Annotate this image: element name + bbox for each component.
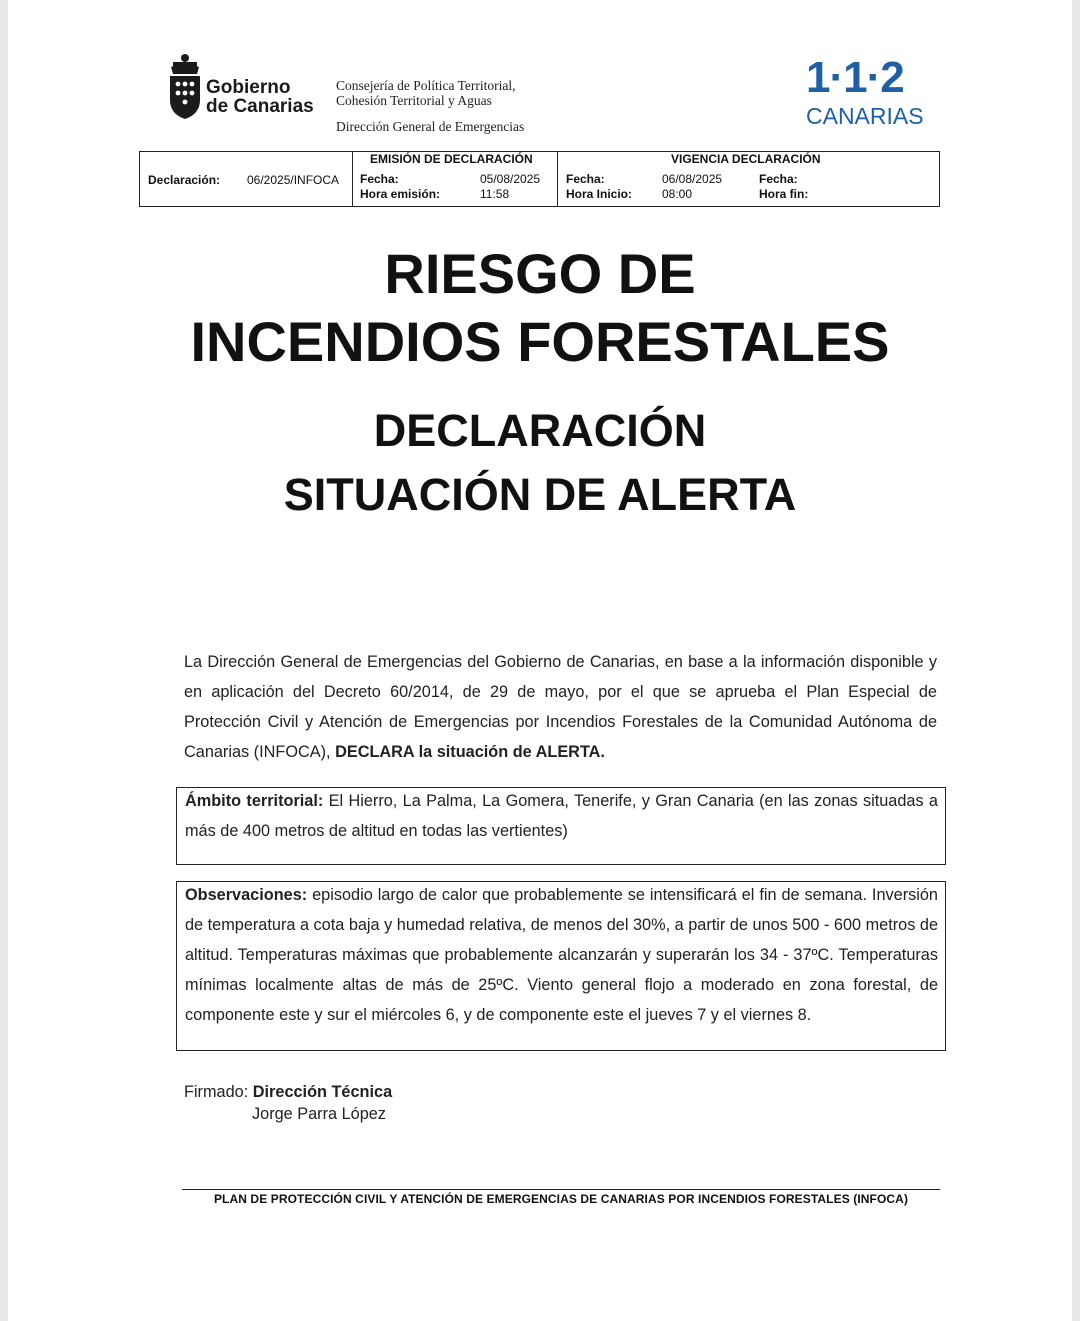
title-line1: RIESGO DE — [384, 242, 696, 305]
consejeria-name — [336, 78, 516, 108]
emision-hora-label: Hora emisión: — [360, 187, 441, 201]
intro-paragraph — [184, 647, 937, 767]
subtitle-line1: DECLARACIÓN — [373, 405, 707, 456]
firmado-label: Firmado: — [184, 1083, 253, 1101]
logo-112-canarias — [806, 53, 924, 129]
observaciones-paragraph — [185, 880, 938, 1030]
declaracion-value: 06/2025/INFOCA — [247, 173, 340, 187]
vigencia-hora-fin-label: Hora fin: — [759, 187, 809, 201]
vigencia-fecha-fin-label: Fecha: — [759, 172, 798, 186]
emision-title: EMISIÓN DE DECLARACIÓN — [370, 152, 533, 166]
footer-divider — [182, 1189, 940, 1190]
emision-fecha-label: Fecha: — [360, 172, 399, 186]
observaciones-label: Observaciones: — [185, 886, 308, 904]
vigencia-fecha-value: 06/08/2025 — [662, 172, 723, 186]
observaciones-box — [176, 881, 946, 1051]
gobierno-canarias-logo-text — [206, 78, 314, 116]
intro-text: La Dirección General de Emergencias del Gobierno de Canarias, en base a la información disponible y en aplicación del Decreto 60/2014, de 29 de mayo, por el que se aprueba el Plan Especial de Protección Civil y Atención de Emergencias por Incendios Forestales de la Comunidad Autónoma de Canarias (INFOCA), — [184, 653, 937, 761]
declaration-header-table — [139, 151, 940, 207]
direccion-general-header: Dirección General de Emergencias — [336, 119, 525, 134]
intro-declara-bold: DECLARA la situación de ALERTA. — [335, 743, 605, 761]
table-divider — [557, 152, 558, 206]
emision-hora-value: 11:58 — [480, 187, 510, 201]
declaracion-label: Declaración: — [148, 173, 221, 187]
signature-block — [184, 1081, 393, 1123]
gobierno-line2: de Canarias — [206, 96, 314, 117]
ambito-paragraph — [185, 786, 938, 846]
observaciones-text: episodio largo de calor que probablemente se intensificará el fin de semana. Inversión de temperatura a cota baja y humedad relativa, de menos del 30%, a partir de unos 500 - 600 metros de altitud. Temperaturas máximas que probablemente alcanzarán y superarán los 34 - 37ºC. Temperaturas mínimas localmente altas de más de 25ºC. Viento general flojo a moderado en zona forestal, de componente este y sur el miércoles 6, y de componente este el jueves 7 y el viernes 8. — [185, 886, 939, 1024]
emision-fecha-value: 05/08/2025 — [480, 172, 541, 186]
title-line2: INCENDIOS FORESTALES — [190, 310, 890, 373]
vigencia-hora-inicio-value: 08:00 — [662, 187, 693, 201]
consejeria-line2: Cohesión Territorial y Aguas — [336, 93, 492, 108]
document-page — [8, 0, 1072, 1321]
vigencia-title: VIGENCIA DECLARACIÓN — [671, 152, 821, 166]
firmado-role: Dirección Técnica — [252, 1083, 393, 1101]
subtitle-line2: SITUACIÓN DE ALERTA — [283, 469, 797, 520]
consejeria-line1: Consejería de Política Territorial, — [336, 78, 516, 93]
vigencia-hora-inicio-label: Hora Inicio: — [566, 187, 633, 201]
logo-112-text: CANARIAS — [806, 103, 924, 129]
ambito-territorial-box — [176, 787, 946, 865]
logo-112-number: 1·1·2 — [806, 53, 904, 102]
table-divider — [352, 152, 353, 206]
vigencia-fecha-label: Fecha: — [566, 172, 605, 186]
footer-text: PLAN DE PROTECCIÓN CIVIL Y ATENCIÓN DE EMERGENCIAS DE CANARIAS POR INCENDIOS FORESTALES (INFOCA) — [213, 1192, 909, 1206]
ambito-text: El Hierro, La Palma, La Gomera, Tenerife, y Gran Canaria (en las zonas situadas a más de 400 metros de altitud en todas las vertientes) — [185, 792, 938, 840]
canarias-crest-icon — [165, 52, 205, 122]
ambito-label: Ámbito territorial: — [185, 792, 324, 810]
firmado-name: Jorge Parra López — [252, 1105, 386, 1123]
gobierno-line1: Gobierno — [206, 77, 291, 98]
